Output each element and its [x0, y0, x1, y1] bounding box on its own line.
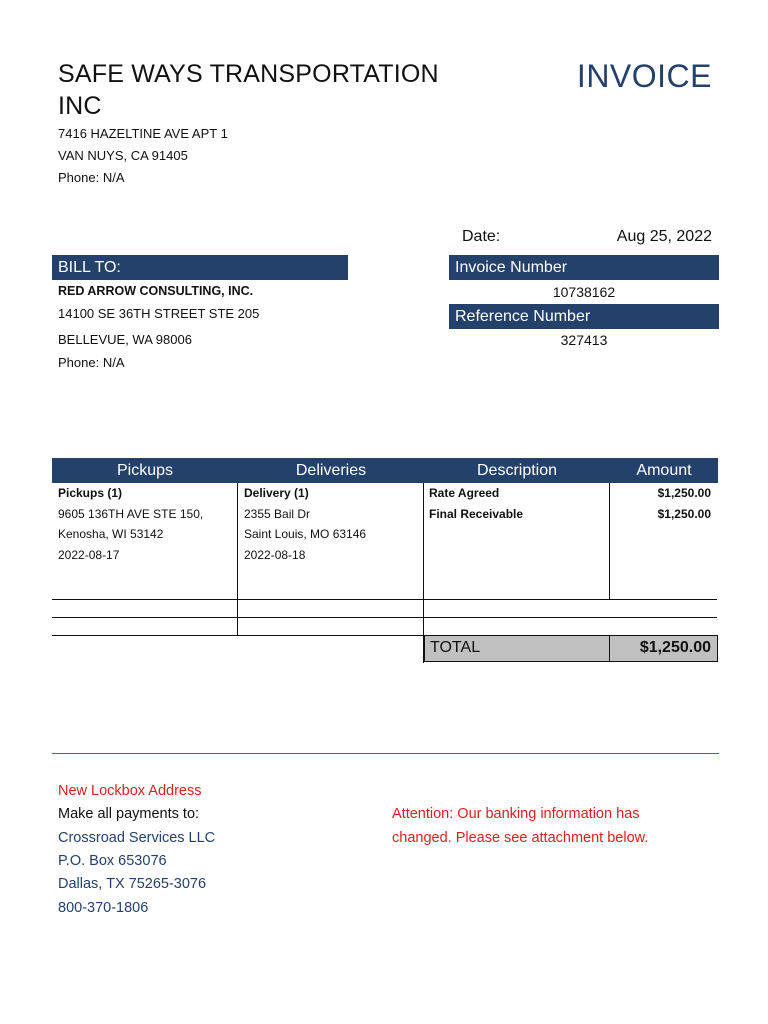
payee-po-box: P.O. Box 653076 [58, 853, 167, 869]
column-header-description: Description [476, 462, 558, 479]
items-table-header [52, 458, 718, 483]
delivery-title: Delivery (1) [244, 486, 309, 500]
table-row-line [52, 635, 424, 636]
attention-notice-line2: changed. Please see attachment below. [392, 830, 649, 846]
total-value: $1,250.00 [639, 639, 711, 656]
pickup-title: Pickups (1) [58, 486, 123, 500]
lockbox-title: New Lockbox Address [58, 783, 202, 799]
footer-divider [52, 753, 719, 754]
date-label: Date: [462, 228, 501, 245]
line-item-description: Rate Agreed [429, 486, 500, 500]
reference-number-value: 327413 [560, 332, 608, 348]
company-phone: Phone: N/A [58, 170, 125, 185]
column-header-deliveries: Deliveries [295, 462, 367, 479]
table-divider [237, 483, 238, 635]
pickup-date: 2022-08-17 [58, 548, 120, 562]
delivery-address-line1: 2355 Bail Dr [244, 507, 311, 521]
delivery-date: 2022-08-18 [244, 548, 306, 562]
delivery-address-line2: Saint Louis, MO 63146 [244, 527, 367, 541]
invoice-number-header: Invoice Number [449, 255, 719, 280]
company-name [58, 58, 488, 122]
total-divider [609, 636, 610, 661]
payee-city: Dallas, TX 75265-3076 [58, 876, 207, 892]
column-header-amount: Amount [636, 462, 692, 479]
bill-to-address-line2: BELLEVUE, WA 98006 [58, 332, 192, 347]
payee-phone: 800-370-1806 [58, 900, 149, 916]
make-payments-label: Make all payments to: [58, 806, 200, 822]
company-address-line2: VAN NUYS, CA 91405 [58, 148, 188, 163]
pickup-address-line2: Kenosha, WI 53142 [58, 527, 164, 541]
line-item-description: Final Receivable [429, 507, 524, 521]
bill-to-address-line1: 14100 SE 36TH STREET STE 205 [58, 306, 260, 321]
invoice-number-value: 10738162 [552, 284, 616, 300]
line-item-amount: $1,250.00 [657, 486, 711, 500]
company-name-line1: SAFE WAYS TRANSPORTATION [58, 60, 439, 88]
company-name-line2: INC [58, 92, 102, 120]
attention-notice-line1: Attention: Our banking information has [392, 806, 640, 822]
table-row-line [52, 599, 717, 600]
payee-name: Crossroad Services LLC [58, 830, 216, 846]
total-label: TOTAL [430, 639, 481, 656]
company-address-line1: 7416 HAZELTINE AVE APT 1 [58, 126, 228, 141]
column-header-pickups: Pickups [116, 462, 174, 479]
line-item-amount: $1,250.00 [657, 507, 711, 521]
reference-number-header: Reference Number [449, 304, 719, 329]
total-row [424, 635, 718, 662]
bill-to-phone: Phone: N/A [58, 355, 125, 370]
table-row-line [52, 617, 717, 618]
pickup-address-line1: 9605 136TH AVE STE 150, [58, 507, 204, 521]
table-divider [609, 483, 610, 600]
bill-to-name: RED ARROW CONSULTING, INC. [58, 284, 254, 298]
date-value: Aug 25, 2022 [616, 228, 712, 245]
invoice-title: INVOICE [576, 58, 712, 94]
bill-to-header: BILL TO: [52, 255, 348, 280]
